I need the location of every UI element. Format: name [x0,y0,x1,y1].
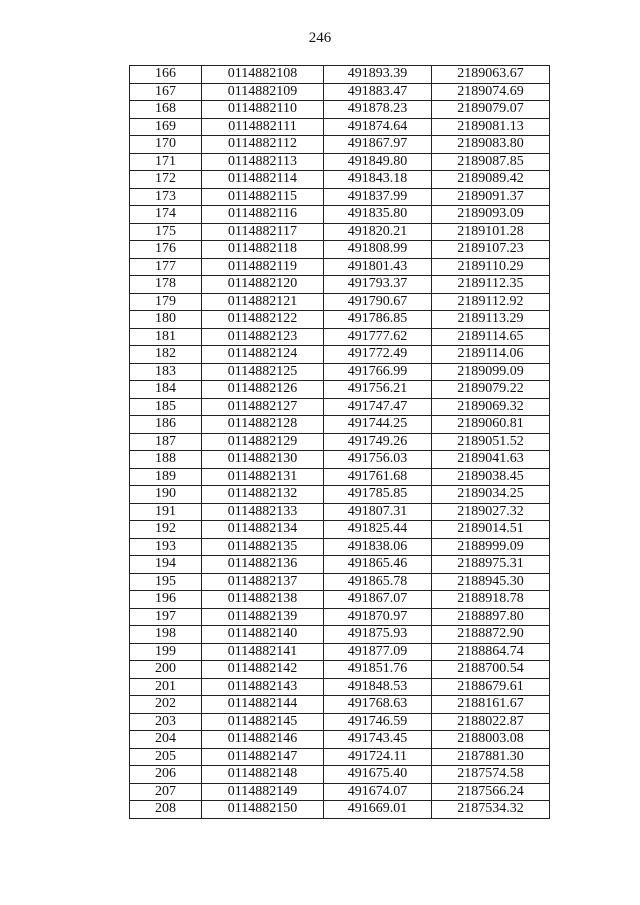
x-coordinate-cell: 491877.09 [324,643,432,661]
x-coordinate-cell: 491870.97 [324,608,432,626]
point-id-cell: 0114882136 [202,556,324,574]
table-row [130,136,550,154]
table-row [130,696,550,714]
y-coordinate-cell: 2188945.30 [432,573,550,591]
x-coordinate-cell: 491835.80 [324,206,432,224]
point-number-cell: 198 [130,626,202,644]
x-coordinate-cell: 491838.06 [324,538,432,556]
point-number-cell: 187 [130,433,202,451]
point-number-cell: 182 [130,346,202,364]
point-number-cell: 167 [130,83,202,101]
point-number-cell: 177 [130,258,202,276]
x-coordinate-cell: 491744.25 [324,416,432,434]
point-id-cell: 0114882108 [202,66,324,84]
x-coordinate-cell: 491756.03 [324,451,432,469]
point-number-cell: 171 [130,153,202,171]
x-coordinate-cell: 491865.46 [324,556,432,574]
point-number-cell: 190 [130,486,202,504]
table-row [130,101,550,119]
x-coordinate-cell: 491837.99 [324,188,432,206]
y-coordinate-cell: 2189038.45 [432,468,550,486]
point-id-cell: 0114882139 [202,608,324,626]
y-coordinate-cell: 2187534.32 [432,801,550,819]
point-number-cell: 204 [130,731,202,749]
point-id-cell: 0114882112 [202,136,324,154]
x-coordinate-cell: 491761.68 [324,468,432,486]
point-id-cell: 0114882122 [202,311,324,329]
y-coordinate-cell: 2189014.51 [432,521,550,539]
point-id-cell: 0114882148 [202,766,324,784]
x-coordinate-cell: 491874.64 [324,118,432,136]
x-coordinate-cell: 491807.31 [324,503,432,521]
table-row [130,258,550,276]
point-id-cell: 0114882115 [202,188,324,206]
point-number-cell: 188 [130,451,202,469]
point-id-cell: 0114882126 [202,381,324,399]
y-coordinate-cell: 2188872.90 [432,626,550,644]
x-coordinate-cell: 491785.85 [324,486,432,504]
table-row [130,241,550,259]
x-coordinate-cell: 491756.21 [324,381,432,399]
point-number-cell: 186 [130,416,202,434]
table-row [130,556,550,574]
point-id-cell: 0114882119 [202,258,324,276]
y-coordinate-cell: 2189041.63 [432,451,550,469]
point-id-cell: 0114882138 [202,591,324,609]
y-coordinate-cell: 2189034.25 [432,486,550,504]
x-coordinate-cell: 491851.76 [324,661,432,679]
y-coordinate-cell: 2188161.67 [432,696,550,714]
x-coordinate-cell: 491743.45 [324,731,432,749]
x-coordinate-cell: 491893.39 [324,66,432,84]
point-id-cell: 0114882117 [202,223,324,241]
point-id-cell: 0114882142 [202,661,324,679]
point-number-cell: 205 [130,748,202,766]
table-row [130,573,550,591]
coordinates-table-body [130,66,550,819]
y-coordinate-cell: 2189093.09 [432,206,550,224]
table-row [130,748,550,766]
point-id-cell: 0114882121 [202,293,324,311]
table-row [130,206,550,224]
x-coordinate-cell: 491675.40 [324,766,432,784]
x-coordinate-cell: 491790.67 [324,293,432,311]
point-number-cell: 200 [130,661,202,679]
x-coordinate-cell: 491772.49 [324,346,432,364]
table-row [130,766,550,784]
point-number-cell: 168 [130,101,202,119]
point-number-cell: 197 [130,608,202,626]
table-row [130,451,550,469]
point-id-cell: 0114882123 [202,328,324,346]
point-number-cell: 178 [130,276,202,294]
point-id-cell: 0114882133 [202,503,324,521]
y-coordinate-cell: 2189114.06 [432,346,550,364]
y-coordinate-cell: 2188700.54 [432,661,550,679]
table-row [130,363,550,381]
y-coordinate-cell: 2189027.32 [432,503,550,521]
point-id-cell: 0114882124 [202,346,324,364]
point-number-cell: 201 [130,678,202,696]
point-id-cell: 0114882114 [202,171,324,189]
table-row [130,731,550,749]
point-id-cell: 0114882149 [202,783,324,801]
table-row [130,346,550,364]
table-row [130,713,550,731]
table-row [130,398,550,416]
table-row [130,433,550,451]
y-coordinate-cell: 2189074.69 [432,83,550,101]
y-coordinate-cell: 2188679.61 [432,678,550,696]
point-id-cell: 0114882141 [202,643,324,661]
x-coordinate-cell: 491768.63 [324,696,432,714]
y-coordinate-cell: 2189112.92 [432,293,550,311]
y-coordinate-cell: 2188864.74 [432,643,550,661]
table-row [130,171,550,189]
table-row [130,643,550,661]
table-row [130,66,550,84]
table-row [130,293,550,311]
point-number-cell: 181 [130,328,202,346]
point-id-cell: 0114882116 [202,206,324,224]
point-id-cell: 0114882137 [202,573,324,591]
point-number-cell: 192 [130,521,202,539]
point-id-cell: 0114882109 [202,83,324,101]
point-number-cell: 174 [130,206,202,224]
table-row [130,801,550,819]
y-coordinate-cell: 2189113.29 [432,311,550,329]
table-row [130,591,550,609]
point-id-cell: 0114882140 [202,626,324,644]
x-coordinate-cell: 491793.37 [324,276,432,294]
y-coordinate-cell: 2188999.09 [432,538,550,556]
x-coordinate-cell: 491749.26 [324,433,432,451]
point-id-cell: 0114882128 [202,416,324,434]
point-id-cell: 0114882132 [202,486,324,504]
table-row [130,626,550,644]
x-coordinate-cell: 491867.97 [324,136,432,154]
table-row [130,783,550,801]
point-number-cell: 179 [130,293,202,311]
y-coordinate-cell: 2189051.52 [432,433,550,451]
x-coordinate-cell: 491848.53 [324,678,432,696]
x-coordinate-cell: 491849.80 [324,153,432,171]
table-row [130,223,550,241]
x-coordinate-cell: 491867.07 [324,591,432,609]
point-id-cell: 0114882144 [202,696,324,714]
x-coordinate-cell: 491674.07 [324,783,432,801]
x-coordinate-cell: 491878.23 [324,101,432,119]
table-row [130,118,550,136]
point-number-cell: 170 [130,136,202,154]
y-coordinate-cell: 2189101.28 [432,223,550,241]
point-number-cell: 175 [130,223,202,241]
x-coordinate-cell: 491786.85 [324,311,432,329]
y-coordinate-cell: 2187881.30 [432,748,550,766]
y-coordinate-cell: 2189081.13 [432,118,550,136]
table-row [130,608,550,626]
point-number-cell: 172 [130,171,202,189]
point-id-cell: 0114882150 [202,801,324,819]
table-row [130,416,550,434]
y-coordinate-cell: 2189069.32 [432,398,550,416]
table-row [130,328,550,346]
point-id-cell: 0114882127 [202,398,324,416]
point-id-cell: 0114882145 [202,713,324,731]
y-coordinate-cell: 2188022.87 [432,713,550,731]
point-number-cell: 195 [130,573,202,591]
y-coordinate-cell: 2189112.35 [432,276,550,294]
point-number-cell: 166 [130,66,202,84]
y-coordinate-cell: 2188975.31 [432,556,550,574]
y-coordinate-cell: 2189091.37 [432,188,550,206]
x-coordinate-cell: 491808.99 [324,241,432,259]
point-number-cell: 180 [130,311,202,329]
y-coordinate-cell: 2189083.80 [432,136,550,154]
x-coordinate-cell: 491820.21 [324,223,432,241]
x-coordinate-cell: 491875.93 [324,626,432,644]
point-id-cell: 0114882118 [202,241,324,259]
y-coordinate-cell: 2189099.09 [432,363,550,381]
y-coordinate-cell: 2187574.58 [432,766,550,784]
point-number-cell: 194 [130,556,202,574]
x-coordinate-cell: 491746.59 [324,713,432,731]
y-coordinate-cell: 2189114.65 [432,328,550,346]
point-id-cell: 0114882120 [202,276,324,294]
point-number-cell: 206 [130,766,202,784]
table-row [130,311,550,329]
point-id-cell: 0114882129 [202,433,324,451]
x-coordinate-cell: 491801.43 [324,258,432,276]
point-number-cell: 184 [130,381,202,399]
x-coordinate-cell: 491766.99 [324,363,432,381]
point-number-cell: 199 [130,643,202,661]
table-row [130,468,550,486]
coordinates-table [129,65,550,819]
x-coordinate-cell: 491843.18 [324,171,432,189]
point-number-cell: 207 [130,783,202,801]
y-coordinate-cell: 2189107.23 [432,241,550,259]
table-row [130,678,550,696]
point-id-cell: 0114882147 [202,748,324,766]
table-row [130,276,550,294]
x-coordinate-cell: 491747.47 [324,398,432,416]
x-coordinate-cell: 491724.11 [324,748,432,766]
point-id-cell: 0114882131 [202,468,324,486]
point-id-cell: 0114882113 [202,153,324,171]
point-id-cell: 0114882146 [202,731,324,749]
y-coordinate-cell: 2189079.07 [432,101,550,119]
y-coordinate-cell: 2188003.08 [432,731,550,749]
point-number-cell: 191 [130,503,202,521]
point-id-cell: 0114882143 [202,678,324,696]
point-number-cell: 176 [130,241,202,259]
point-id-cell: 0114882125 [202,363,324,381]
page-number: 246 [308,30,332,46]
point-number-cell: 196 [130,591,202,609]
y-coordinate-cell: 2189087.85 [432,153,550,171]
table-row [130,521,550,539]
table-row [130,188,550,206]
y-coordinate-cell: 2189063.67 [432,66,550,84]
table-row [130,153,550,171]
x-coordinate-cell: 491883.47 [324,83,432,101]
x-coordinate-cell: 491865.78 [324,573,432,591]
x-coordinate-cell: 491669.01 [324,801,432,819]
point-number-cell: 189 [130,468,202,486]
y-coordinate-cell: 2189110.29 [432,258,550,276]
table-row [130,503,550,521]
y-coordinate-cell: 2189060.81 [432,416,550,434]
point-number-cell: 183 [130,363,202,381]
point-id-cell: 0114882135 [202,538,324,556]
point-number-cell: 169 [130,118,202,136]
point-id-cell: 0114882134 [202,521,324,539]
x-coordinate-cell: 491777.62 [324,328,432,346]
point-number-cell: 203 [130,713,202,731]
table-row [130,661,550,679]
point-number-cell: 173 [130,188,202,206]
y-coordinate-cell: 2189089.42 [432,171,550,189]
point-number-cell: 202 [130,696,202,714]
table-row [130,381,550,399]
y-coordinate-cell: 2188918.78 [432,591,550,609]
point-id-cell: 0114882110 [202,101,324,119]
y-coordinate-cell: 2189079.22 [432,381,550,399]
point-number-cell: 208 [130,801,202,819]
point-id-cell: 0114882130 [202,451,324,469]
point-number-cell: 185 [130,398,202,416]
table-row [130,538,550,556]
table-row [130,486,550,504]
table-row [130,83,550,101]
y-coordinate-cell: 2187566.24 [432,783,550,801]
point-id-cell: 0114882111 [202,118,324,136]
y-coordinate-cell: 2188897.80 [432,608,550,626]
point-number-cell: 193 [130,538,202,556]
x-coordinate-cell: 491825.44 [324,521,432,539]
